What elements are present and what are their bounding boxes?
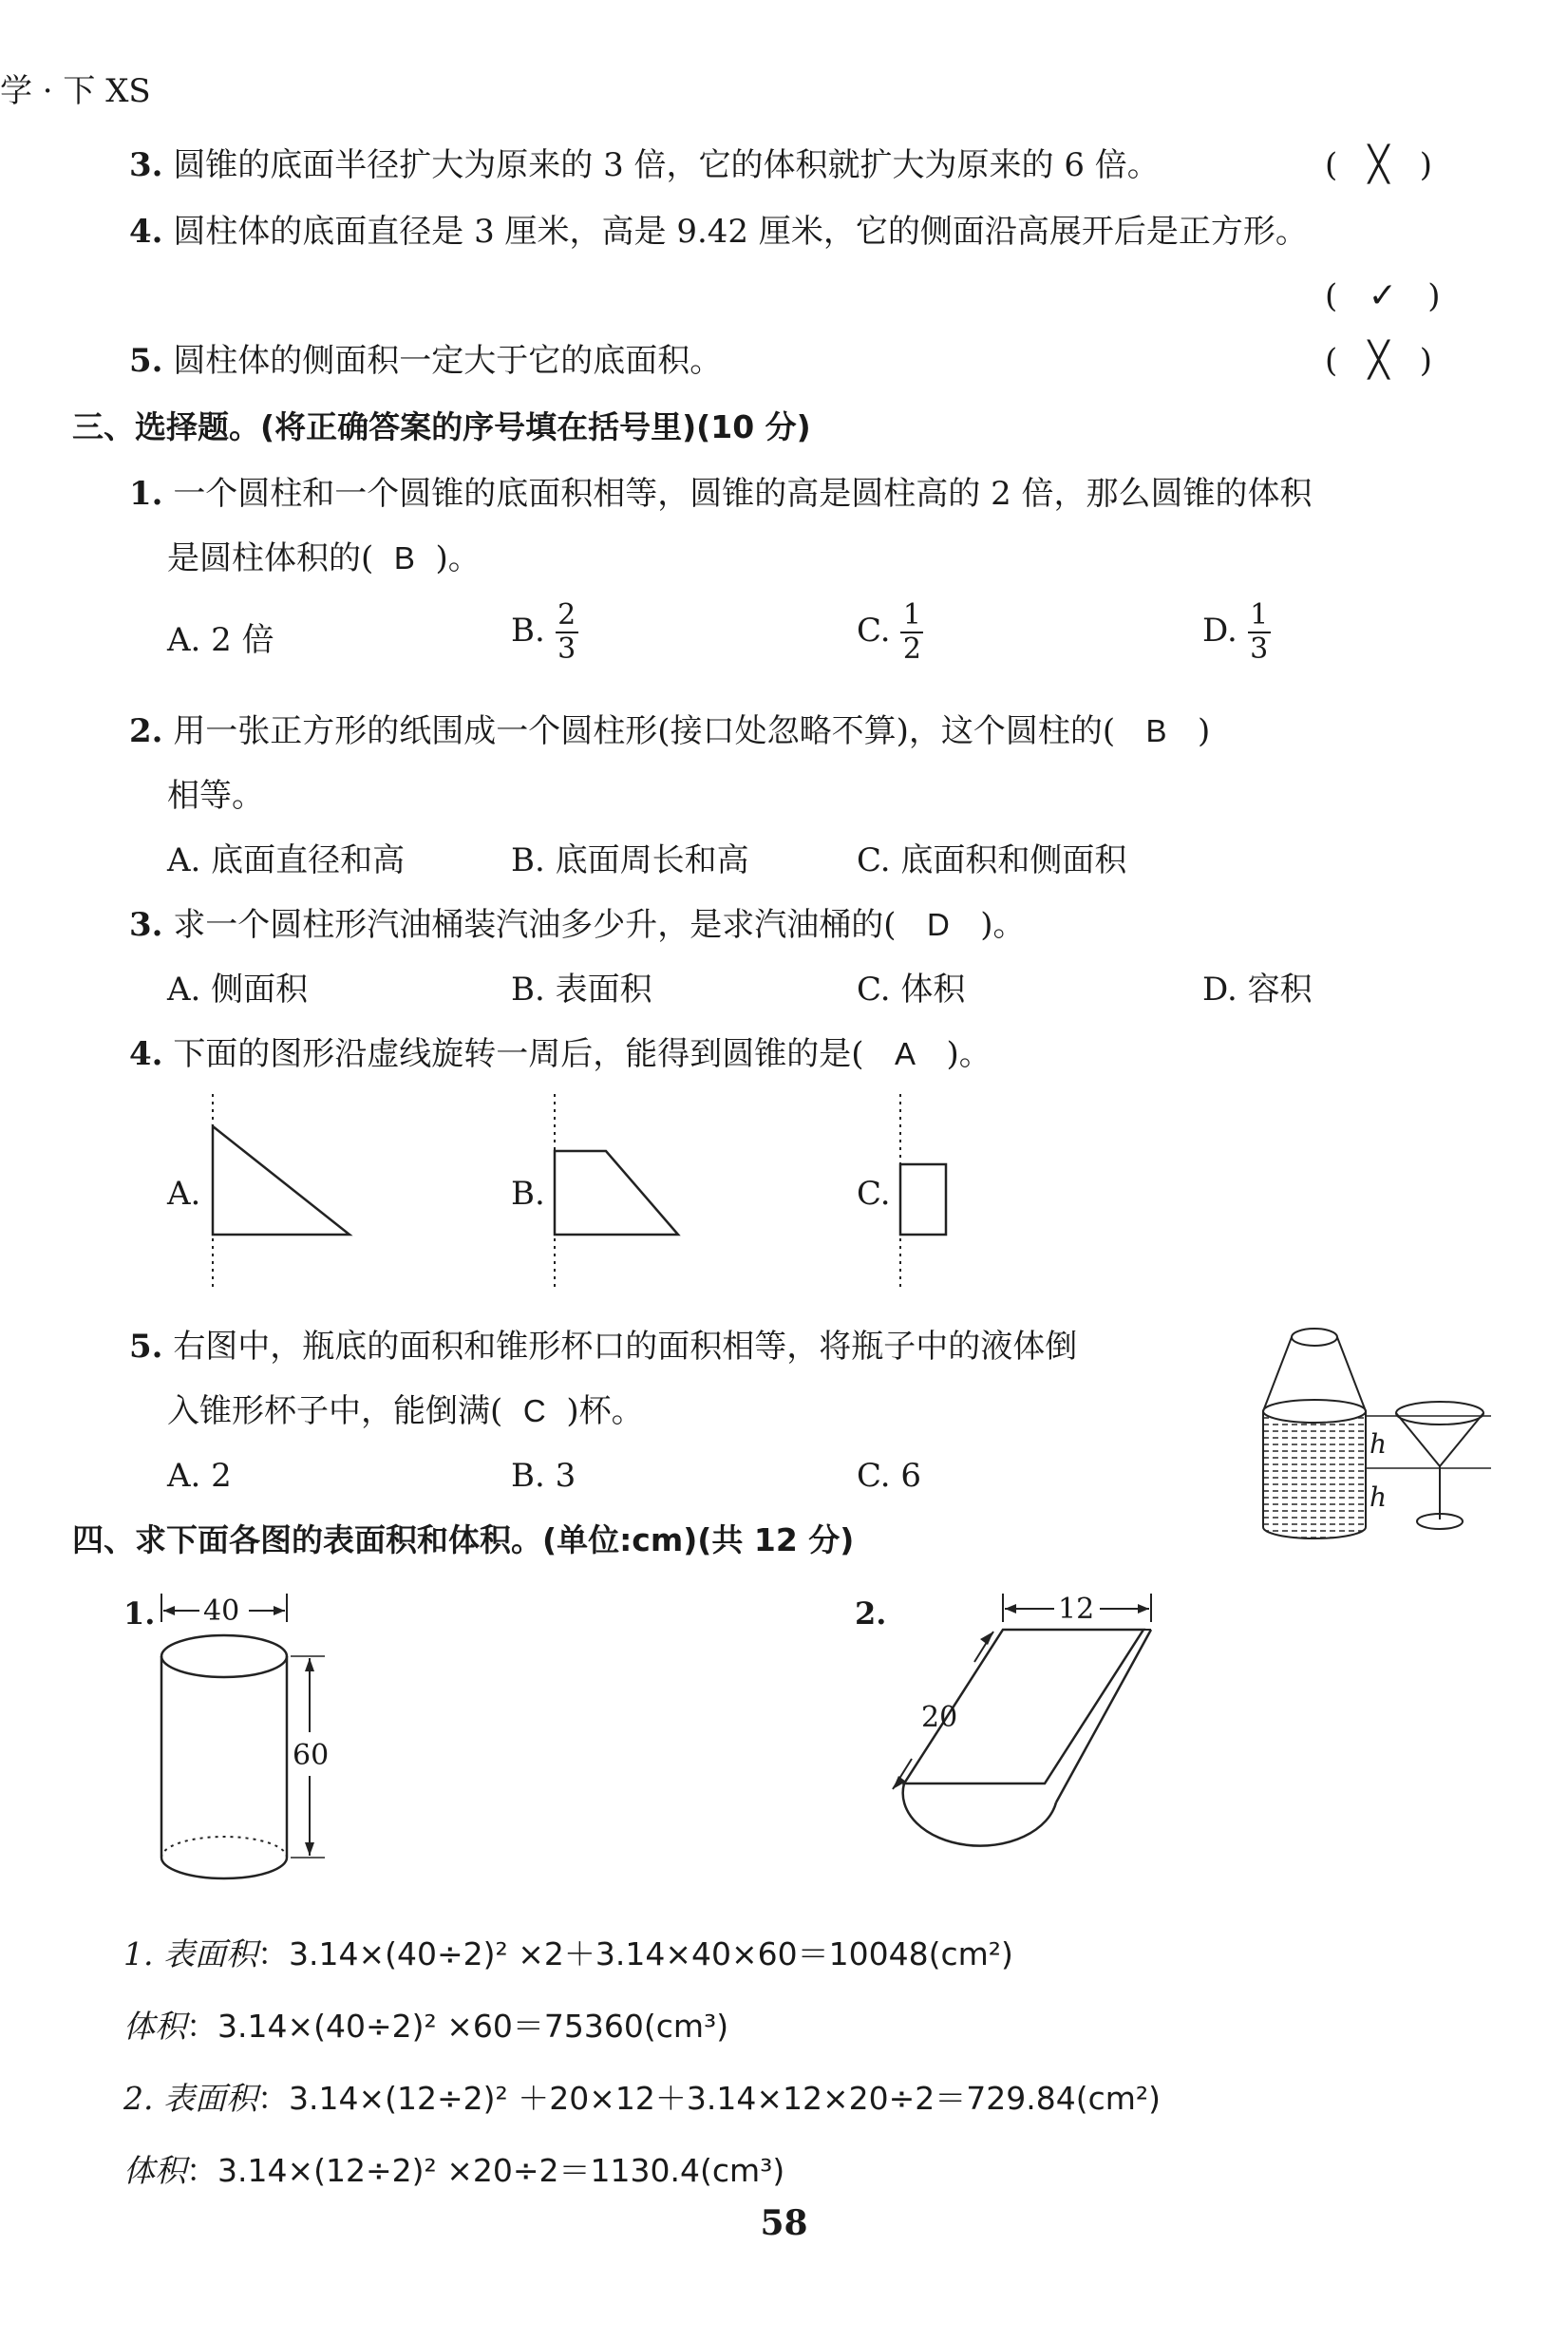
fraction [556, 600, 578, 665]
option-b: B. 3 [511, 1457, 576, 1495]
question-text: )杯。 [566, 1392, 644, 1430]
question-text: 右图中，瓶底的面积和锥形杯口的面积相等，将瓶子中的液体倒 [173, 1328, 1078, 1366]
height-label: h [1370, 1428, 1388, 1460]
choice-5-line2 [167, 1390, 644, 1432]
question-text: 求一个圆柱形汽油桶装汽油多少升，是求汽油桶的( [173, 906, 897, 944]
question-number: 3. [129, 906, 163, 944]
choice-3 [129, 904, 1026, 946]
option-c: C. 底面积和侧面积 [857, 841, 1127, 879]
page-number: 58 [760, 2203, 808, 2243]
question-number: 5. [129, 1328, 163, 1366]
cylinder-top [161, 1635, 287, 1677]
figure-label-a: A. [167, 1175, 201, 1213]
option-a: A. 2 [167, 1457, 232, 1495]
option-a: A. 底面直径和高 [167, 841, 406, 879]
question-text: )。 [980, 906, 1026, 944]
numerator: 1 [1250, 598, 1269, 632]
question-number: 4. [129, 1035, 163, 1073]
option-c: C. 6 [857, 1457, 922, 1495]
question-number: 3. [129, 146, 163, 184]
bottle-shoulder [1263, 1337, 1292, 1411]
section-4-title: 四、求下面各图的表面积和体积。(单位:cm)(共 12 分) [72, 1521, 855, 1558]
judgment-4-answer: ( ✓ ) [1325, 276, 1441, 315]
solution-1-volume [123, 2006, 728, 2048]
solution-label: 体积 [123, 2008, 186, 2045]
solution-2-surface [123, 2078, 1161, 2120]
numerator: 2 [557, 598, 576, 632]
denominator: 3 [1250, 632, 1269, 666]
answer-text: A [895, 1036, 916, 1071]
option-c [857, 600, 923, 665]
bottle-shoulder [1337, 1337, 1366, 1411]
question-number: 5. [129, 342, 163, 380]
judgment-5-answer: ( ╳ ) [1325, 341, 1433, 380]
cup-rim [1396, 1402, 1483, 1425]
page-header: 学 · 下 XS [0, 72, 151, 110]
cylinder-bottom [161, 1858, 287, 1878]
rotation-figures [161, 1092, 1206, 1301]
choice-4 [129, 1033, 992, 1075]
cross-mark: ╳ [1368, 341, 1389, 380]
question-text: ) [1198, 712, 1211, 750]
solution-formula: ：3.14×(12÷2)² ＋20×12＋3.14×12×20÷2＝729.84(cm²) [256, 2080, 1161, 2117]
answer-text: B [393, 540, 415, 576]
answer-text: C [522, 1393, 546, 1428]
width-label: 12 [1058, 1593, 1095, 1626]
half-cylinder-figure [855, 1584, 1197, 1850]
option-b: B. 表面积 [511, 971, 652, 1009]
liquid-surface [1263, 1400, 1366, 1423]
option-d [1202, 600, 1271, 665]
bottle-top-ellipse [1292, 1329, 1337, 1346]
answer-text: B [1145, 713, 1167, 748]
question-text: )。 [435, 539, 481, 577]
fraction [1248, 600, 1271, 665]
solution-2-volume [123, 2150, 784, 2192]
cylinder-figure [123, 1584, 408, 1869]
judgment-3 [129, 144, 1160, 186]
figure-number: 1. [123, 1595, 156, 1632]
solution-1-surface [123, 1934, 1013, 1975]
denominator: 3 [557, 632, 576, 666]
figure-number: 2. [855, 1595, 887, 1632]
cup-side [1440, 1413, 1483, 1466]
trapezoid-shape [555, 1151, 678, 1235]
section-3-title: 三、选择题。(将正确答案的序号填在括号里)(10 分) [72, 408, 811, 445]
choice-5-line1 [129, 1326, 1077, 1368]
option-d: D. 容积 [1202, 971, 1313, 1009]
option-letter: B. [511, 612, 545, 650]
option-a: A. 侧面积 [167, 971, 309, 1009]
height-label: h [1370, 1481, 1388, 1513]
numerator: 1 [902, 598, 921, 632]
solution-formula: ：3.14×(40÷2)² ×60＝75360(cm³) [186, 2008, 729, 2045]
rectangle-shape [900, 1164, 946, 1235]
question-text: 用一张正方形的纸围成一个圆柱形(接口处忽略不算)，这个圆柱的( [173, 712, 1116, 750]
right-triangle-shape [213, 1126, 349, 1235]
question-text: 下面的图形沿虚线旋转一周后，能得到圆锥的是( [173, 1035, 864, 1073]
choice-2-line1 [129, 710, 1210, 752]
judgment-4 [129, 211, 1308, 253]
figure-label-b: B. [511, 1175, 545, 1213]
choice-1-line2 [167, 538, 481, 579]
option-c: C. 体积 [857, 971, 966, 1009]
question-text: 圆锥的底面半径扩大为原来的 3 倍，它的体积就扩大为原来的 6 倍。 [173, 146, 1160, 184]
question-text: 圆柱体的侧面积一定大于它的底面积。 [173, 342, 723, 380]
solution-label: 2. 表面积 [123, 2080, 257, 2117]
question-number: 1. [129, 475, 163, 513]
fraction [900, 600, 923, 665]
cylinder-bottom-hidden [161, 1837, 287, 1858]
check-mark: ✓ [1368, 276, 1397, 315]
answer-text: D [927, 907, 950, 942]
curved-edge [1056, 1630, 1151, 1802]
length-label: 20 [921, 1701, 958, 1734]
bottle-and-cone-cup-figure [1254, 1309, 1501, 1546]
question-text: )。 [946, 1035, 992, 1073]
option-b: B. 底面周长和高 [511, 841, 749, 879]
choice-2-line2: 相等。 [167, 777, 264, 815]
solution-label: 1. 表面积 [123, 1935, 257, 1972]
question-number: 2. [129, 712, 163, 750]
option-letter: C. [857, 612, 891, 650]
option-a: A. 2 倍 [167, 621, 274, 659]
option-b [511, 600, 578, 665]
figure-label-c: C. [857, 1175, 891, 1213]
choice-1-line1 [129, 473, 1313, 515]
width-label: 40 [203, 1595, 240, 1628]
solution-formula: ：3.14×(40÷2)² ×2＋3.14×40×60＝10048(cm²) [256, 1935, 1013, 1972]
question-text: 是圆柱体积的( [167, 539, 374, 577]
question-text: 圆柱体的底面直径是 3 厘米，高是 9.42 厘米，它的侧面沿高展开后是正方形。 [173, 213, 1308, 251]
question-number: 4. [129, 213, 163, 251]
solution-formula: ：3.14×(12÷2)² ×20÷2＝1130.4(cm³) [186, 2152, 785, 2189]
height-label: 60 [293, 1739, 330, 1772]
judgment-3-answer: ( ╳ ) [1325, 145, 1433, 184]
cross-mark: ╳ [1368, 145, 1389, 184]
judgment-5 [129, 340, 722, 382]
denominator: 2 [902, 632, 921, 666]
semicircle-end [903, 1783, 1056, 1846]
question-text: 一个圆柱和一个圆锥的底面积相等，圆锥的高是圆柱高的 2 倍，那么圆锥的体积 [173, 475, 1313, 513]
solution-label: 体积 [123, 2152, 186, 2189]
question-text: 入锥形杯子中，能倒满( [167, 1392, 503, 1430]
cup-side [1396, 1413, 1440, 1466]
bottle-liquid [1263, 1411, 1366, 1538]
option-letter: D. [1202, 612, 1237, 650]
